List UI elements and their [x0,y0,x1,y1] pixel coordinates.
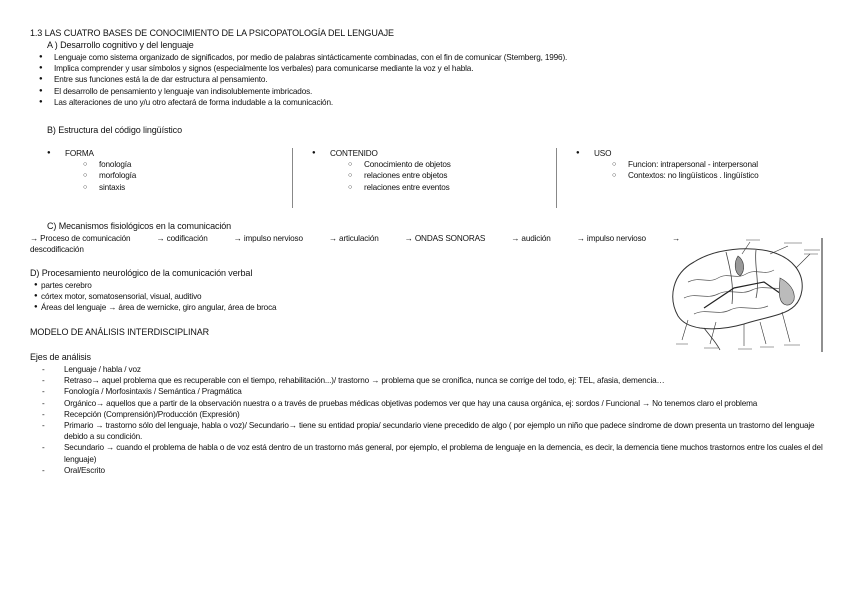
chain-step: → codificación [156,234,208,243]
section-d-bullet: ● partes cerebro [30,280,276,291]
section-a-bullet: ● Las alteraciones de uno y/u otro afectará de forma indudable a la comunicación. [35,97,567,108]
section-a-bullet: ● Entre sus funciones está la de dar estructura al pensamiento. [35,74,567,85]
chain-step: → [671,234,680,243]
column-item: ○ Funcion: intrapersonal - interpersonal [612,159,759,170]
section-c-heading: C) Mecanismos fisiológicos en la comunicación [47,221,232,231]
section-d-heading: D) Procesamiento neurológico de la comunicación verbal [30,268,253,278]
column-title: ● CONTENIDO [312,148,451,159]
column-uso [576,148,759,182]
column-item: ○ relaciones entre eventos [348,182,451,193]
axes-item: - Lenguaje / habla / voz [38,364,826,375]
section-d-bullet: ● córtex motor, somatosensorial, visual, auditivo [30,291,276,302]
column-item: ○ morfología [83,170,136,181]
communication-chain [30,233,680,255]
axes-item: - Retraso→ aquel problema que es recuperable con el tiempo, rehabilitación...)/ trastorno → problema que se cronifica, nunca se corrige del todo, ej: TEL, afasia, demencia… [38,375,826,386]
column-item: ○ Conocimiento de objetos [348,159,451,170]
chain-step: → impulso nervioso [576,234,646,243]
axes-item: - Orgánico→ aquellos que a partir de la observación nuestra o a través de pruebas médicas objetivas podemos ver que hay una causa orgánica, ej: sordos / Funcional → No tenemos claro el problema [38,398,826,409]
column-items [83,159,136,193]
column-forma [47,148,136,193]
brain-illustration [664,238,824,352]
section-d-bullet: ● Áreas del lenguaje → área de wernicke, giro angular, área de broca [30,302,276,313]
column-item: ○ Contextos: no lingüísticos . lingüístico [612,170,759,181]
column-divider [556,148,557,208]
axes-item: - Primario → trastorno sólo del lenguaje, habla o voz)/ Secundario→ tiene su entidad propia/ secundario viene precedido de algo ( por ejemplo un niño que padece síndrome de down presenta un trastorno del lenguaje debido a su condición. [38,420,826,442]
axes-heading: Ejes de análisis [30,352,91,362]
column-contenido [312,148,451,193]
section-a-heading: A ) Desarrollo cognitivo y del lenguaje [47,40,194,50]
column-item: ○ sintaxis [83,182,136,193]
chain-step: → ONDAS SONORAS [404,234,486,243]
axes-item: - Secundario → cuando el problema de habla o de voz está dentro de un trastorno más general, por ejemplo, el problema de lenguaje en la demencia, es decir, la demencia tiene muchos trastornos entre los cuales el del lenguaje) [38,442,826,464]
chain-end: descodificación [30,245,84,255]
section-b-heading: B) Estructura del código lingüístico [47,125,182,135]
column-items [612,159,759,181]
column-item: ○ fonología [83,159,136,170]
axes-list [38,364,826,476]
chain-step: → articulación [328,234,379,243]
axes-item: - Oral/Escrito [38,465,826,476]
section-a-bullet: ● Implica comprender y usar símbolos y signos (especialmente los verbales) para comunicarse mediante la voz y el habla. [35,63,567,74]
section-d-list [30,280,276,314]
document-title: 1.3 LAS CUATRO BASES DE CONOCIMIENTO DE LA PSICOPATOLOGÍA DEL LENGUAJE [30,28,394,38]
column-title: ● FORMA [47,148,136,159]
section-a-bullet: ● Lenguaje como sistema organizado de significados, por medio de palabras sintácticamente combinadas, con el fin de comunicar (Stemberg, 1996). [35,52,567,63]
chain-step: → Proceso de comunicación [30,234,131,243]
axes-item: - Recepción (Comprensión)/Producción (Expresión) [38,409,826,420]
column-items [348,159,451,193]
chain-step: → audición [511,234,551,243]
chain-step: → impulso nervioso [233,234,303,243]
model-heading: MODELO DE ANÁLISIS INTERDISCIPLINAR [30,327,210,337]
axes-item: - Fonología / Morfosintaxis / Semántica / Pragmática [38,386,826,397]
section-a-bullet: ● El desarrollo de pensamiento y lenguaje van indisolublemente imbricados. [35,86,567,97]
column-divider [292,148,293,208]
column-title: ● USO [576,148,759,159]
section-a-list [35,52,567,108]
column-item: ○ relaciones entre objetos [348,170,451,181]
